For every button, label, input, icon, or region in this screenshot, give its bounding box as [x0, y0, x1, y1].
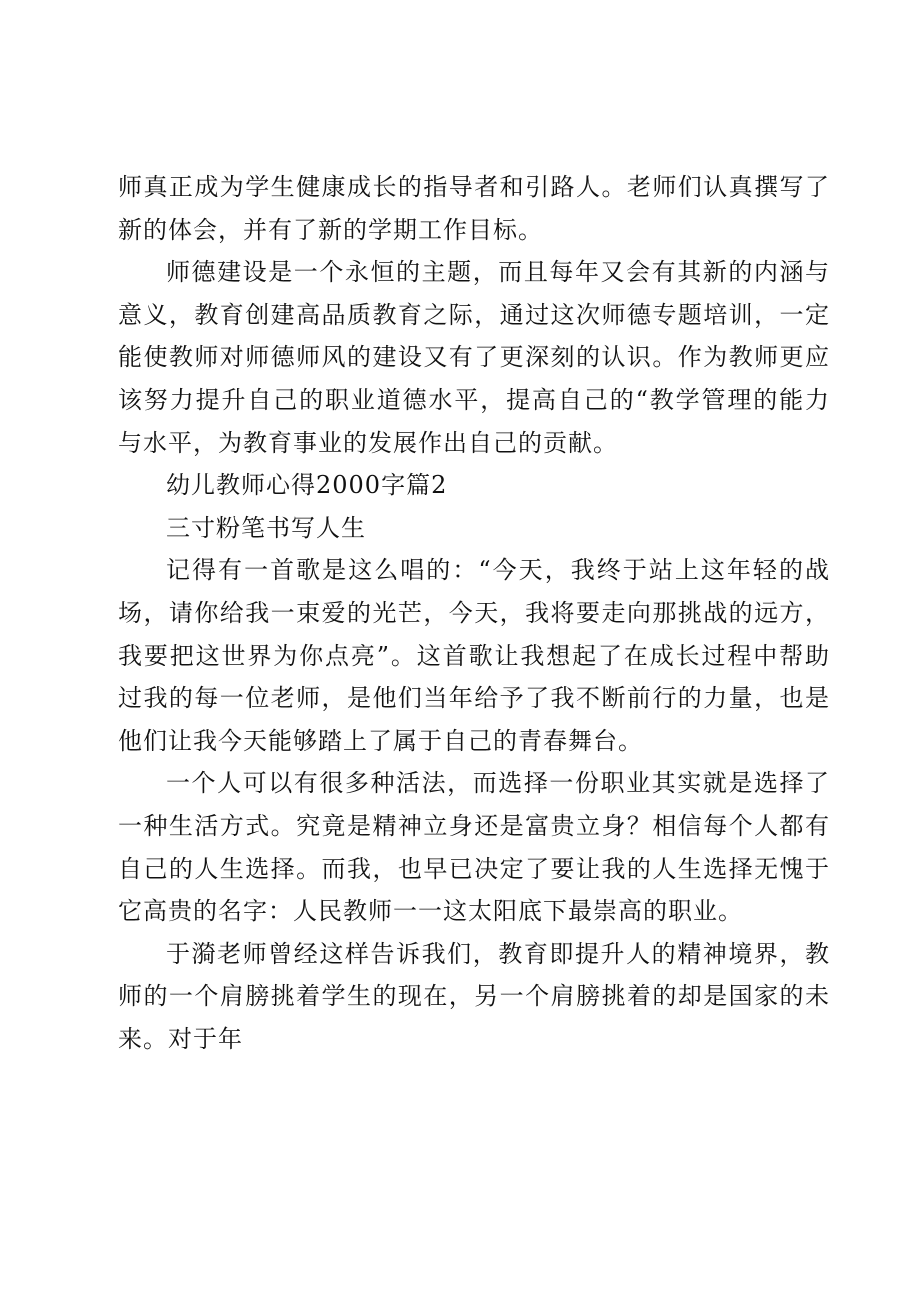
- paragraph-career-choice: 一个人可以有很多种活法，而选择一份职业其实就是选择了一种生活方式。究竟是精神立身还是富贵立身？相信每个人都有自己的人生选择。而我，也早已决定了要让我的人生选择无愧于它高贵的名字：人民教师一一这太阳底下最崇高的职业。: [118, 769, 830, 926]
- paragraph-song: 记得有一首歌是这么唱的：“今天，我终于站上这年轻的战场，请你给我一束爱的光芒，今天，我将要走向那挑战的远方，我要把这世界为你点亮”。这首歌让我想起了在成长过程中帮助过我的每一位老师，是他们当年给予了我不断前行的力量，也是他们让我今天能够踏上了属于自己的青春舞台。: [118, 556, 830, 755]
- section-title: 幼儿教师心得2000字篇2: [166, 471, 448, 500]
- document-body: [118, 166, 830, 1060]
- article-title: 三寸粉笔书写人生: [166, 513, 366, 542]
- paragraph-teacher-ethics: 师德建设是一个永恒的主题，而且每年又会有其新的内涵与意义，教育创建高品质教育之际，通过这次师德专题培训，一定能使教师对师德师风的建设又有了更深刻的认识。作为教师更应该努力提升自己的职业道德水平，提高自己的“教学管理的能力与水平，为教育事业的发展作出自己的贡献。: [118, 258, 830, 457]
- paragraph-yu-yi-quote: 于漪老师曾经这样告诉我们，教育即提升人的精神境界，教师的一个肩膀挑着学生的现在，另一个肩膀挑着的却是国家的未来。对于年: [118, 939, 830, 1053]
- paragraph-continuation: 师真正成为学生健康成长的指导者和引路人。老师们认真撰写了新的体会，并有了新的学期工作目标。: [118, 173, 830, 244]
